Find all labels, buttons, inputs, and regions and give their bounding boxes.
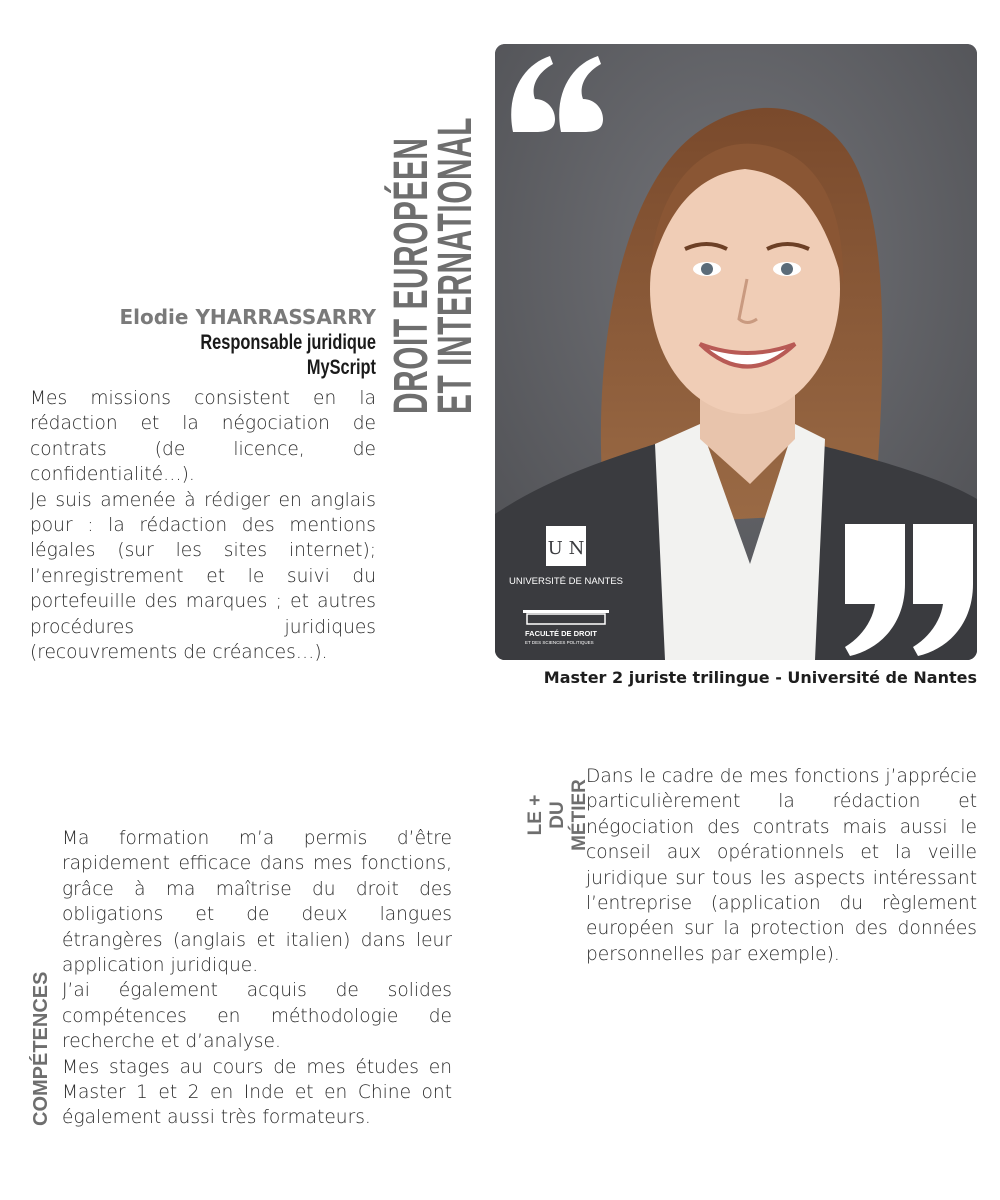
competences-paragraph: Mes stages au cours de mes études en Master 1 et 2 en Inde et en Chine ont également aussi très formateurs.	[62, 1056, 452, 1129]
missions-text	[30, 386, 376, 665]
logo-faculty-sub: ET DES SCIENCES POLITIQUES	[525, 640, 594, 645]
competences-paragraph: Ma formation m’a permis d’être rapidement efficace dans mes fonctions, grâce à ma maîtrise du droit des obligations et de deux langues étrangères (anglais et italien) dans leur application juridique.	[62, 828, 452, 977]
logo-mark: U N	[547, 538, 585, 559]
competences-paragraph: J’ai également acquis de solides compétences en méthodologie de recherche et d’analyse.	[62, 980, 452, 1053]
photo-caption: Master 2 juriste trilingue - Université de Nantes	[543, 668, 977, 687]
plus-label-line-2: DU MÉTIER	[547, 779, 590, 851]
logo-university-name: UNIVERSITÉ DE NANTES	[508, 576, 624, 587]
profile-header	[16, 305, 376, 380]
profile-name	[16, 305, 376, 330]
plus-section-label	[525, 765, 590, 865]
company-name: MyScript	[306, 356, 376, 379]
program-title	[385, 44, 490, 414]
plus-section-text	[586, 764, 977, 967]
missions-paragraph: Je suis amenée à rédiger en anglais pour : la rédaction des mentions légales (sur les sites internet); l’enregistrement et le suivi du portefeuille des marques ; et autres procédures juridiques (recouvrements de créances…).	[30, 489, 376, 664]
first-name: Elodie	[119, 305, 196, 329]
last-name: YHARRASSARRY	[195, 305, 376, 329]
missions-paragraph: Mes missions consistent en la rédaction et la négociation de contrats (de licence, de confidentialité…).	[30, 388, 376, 486]
program-title-line-2: ET INTERNATIONAL	[429, 116, 482, 414]
logo-faculty-name: FACULTÉ DE DROIT	[525, 629, 597, 638]
competences-label	[26, 971, 56, 1126]
plus-label-line-1: LE +	[525, 794, 546, 836]
competences-text	[62, 826, 452, 1131]
program-title-line-1: DROIT EUROPÉEN	[385, 137, 438, 414]
portrait-photo	[495, 44, 977, 660]
portrait-illustration	[495, 44, 977, 660]
competences-label-text: COMPÉTENCES	[30, 971, 52, 1126]
plus-paragraph: Dans le cadre de mes fonctions j’apprécie particulièrement la rédaction et négociation des contrats mais aussi le conseil aux opérationnels et la veille juridique sur tous les aspects intéressant l’entreprise (application du règlement européen sur la protection des données personnelles par exemple).	[586, 766, 977, 965]
job-title: Responsable juridique	[200, 331, 376, 354]
